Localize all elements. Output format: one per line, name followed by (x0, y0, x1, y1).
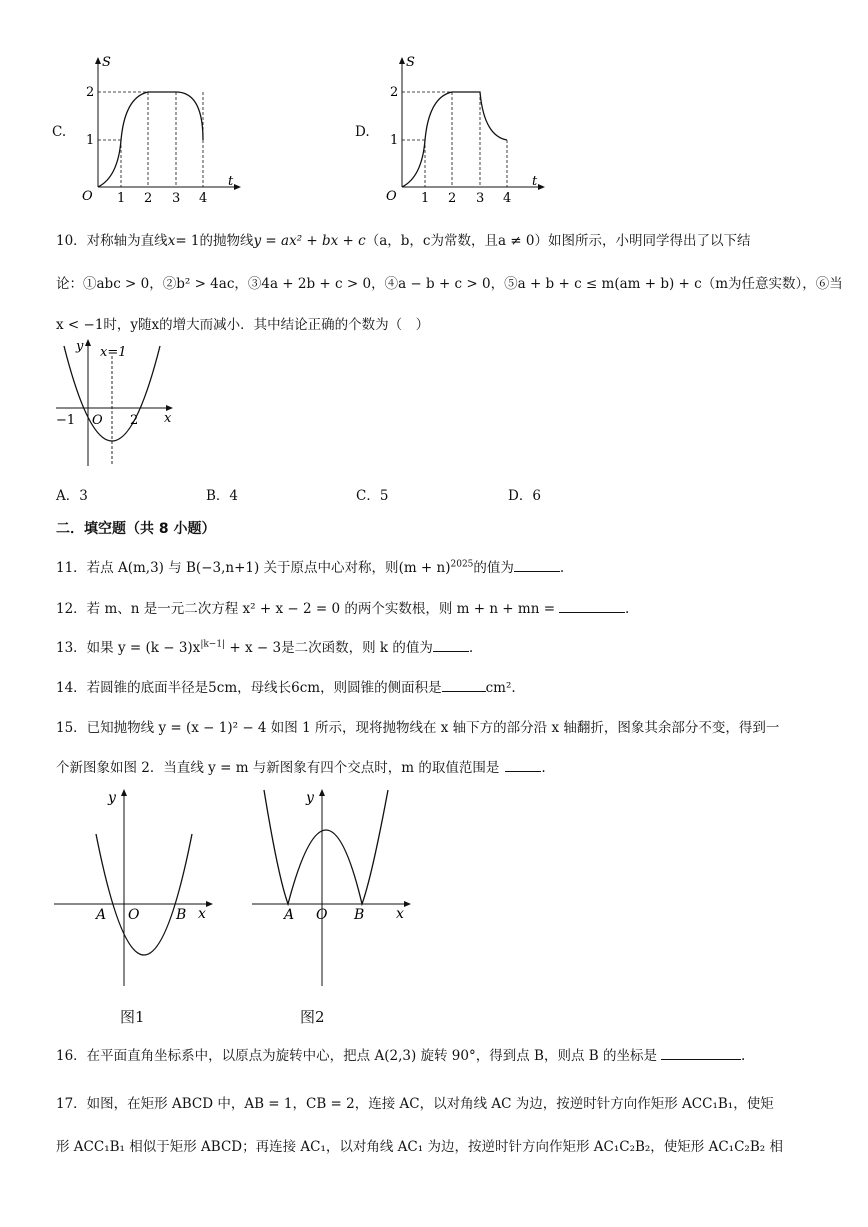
q12 (56, 597, 629, 617)
q13-exp: |k−1| (200, 639, 226, 650)
q11-exp: 2025 (450, 559, 474, 570)
q13 (56, 636, 473, 656)
tick-neg1: −1 (56, 413, 76, 428)
tick-x-1: 1 (117, 191, 126, 202)
q10-prefix: 10．对称轴为直线 (56, 233, 168, 249)
y-label: y (306, 790, 314, 806)
q10-var-x: x (167, 233, 176, 249)
q11-text: 11．若点 A(m,3) 与 B(−3,n+1) 关于原点中心对称，则 (56, 560, 399, 576)
origin: O (386, 189, 397, 202)
q10-condition: （a，b，c为常数，且a ≠ 0）如图所示，小明同学得出了以下结 (365, 233, 751, 249)
q16-post: . (740, 1048, 746, 1064)
section-heading: 二．填空题（共 8 小题） (56, 521, 216, 537)
tick-y-1: 1 (86, 133, 95, 148)
q10-line1 (56, 229, 751, 249)
q16-blank[interactable] (661, 1047, 741, 1060)
tick-x-3: 3 (476, 191, 485, 202)
q15-text: 个新图象如图 2．当直线 y = m 与新图象有四个交点时，m 的取值范围是 (56, 760, 500, 776)
tick-x-2: 2 (448, 191, 457, 202)
q12-post: . (625, 601, 630, 617)
t-label: t (532, 174, 538, 189)
point-b: B (176, 907, 187, 923)
q14-text: 14．若圆锥的底面半径是5cm，母线长6cm，则圆锥的侧面积是 (56, 680, 442, 696)
q15-line2 (56, 756, 546, 776)
t-label: t (228, 174, 234, 189)
s-label: S (102, 55, 111, 70)
figure-2 (250, 786, 420, 986)
origin: O (82, 189, 93, 202)
tick-x-1: 1 (421, 191, 430, 202)
q13-mid: + x − 3是二次函数，则 k 的值为 (225, 640, 433, 656)
q10-graph (52, 336, 182, 471)
point-b: B (354, 907, 365, 923)
figure-1 (52, 786, 222, 986)
q16-text: 16．在平面直角坐标系中，以原点为旋转中心，把点 A(2,3) 旋转 90°，得到点 B，则点 B 的坐标是 (56, 1048, 657, 1064)
option-c[interactable]: C．5 (356, 488, 389, 504)
option-a[interactable]: A．3 (56, 488, 88, 504)
tick-x-3: 3 (172, 191, 181, 202)
x-label: x (164, 411, 172, 426)
q15-line1: 15．已知抛物线 y = (x − 1)² − 4 如图 1 所示，现将抛物线在 x 轴下方的部分沿 x 轴翻折，图象其余部分不变，得到一 (56, 720, 780, 736)
tick-x-2: 2 (144, 191, 153, 202)
point-a: A (284, 907, 295, 923)
q10-line2: 论：①abc > 0，②b² > 4ac，③4a + 2b + c > 0，④a − b + c > 0，⑤a + b + c ≤ m(am + b) + c（m为任意实数），⑥当 (56, 276, 843, 292)
q14 (56, 676, 516, 696)
tick-x-4: 4 (503, 191, 512, 202)
q10-line3: x < −1时，y随x的增大而减小．其中结论正确的个数为（ ） (56, 317, 430, 333)
option-d-label: D. (355, 124, 370, 140)
origin: O (92, 413, 103, 428)
q10-parabola: y = ax² + bx + c (253, 233, 366, 249)
origin: O (128, 907, 140, 923)
y-label: y (108, 790, 116, 806)
q10-axis-text: = 1的抛物线 (175, 233, 254, 249)
q17-line1: 17．如图，在矩形 ABCD 中，AB = 1，CB = 2，连接 AC，以对角线 AC 为边，按逆时针方向作矩形 ACC₁B₁，使矩 (56, 1096, 774, 1112)
option-b[interactable]: B．4 (206, 488, 239, 504)
graph-c (68, 52, 248, 202)
q13-text: 13．如果 y = (k − 3)x (56, 640, 201, 656)
q11-post: 的值为 (473, 560, 514, 576)
q15-post: . (541, 760, 546, 776)
tick-y-2: 2 (390, 85, 399, 100)
y-label: y (76, 339, 84, 354)
q11-expr: (m + n) (398, 560, 451, 576)
option-d[interactable]: D．6 (508, 488, 541, 504)
q11-blank[interactable] (514, 559, 560, 572)
q15-blank[interactable] (505, 759, 541, 772)
figure-2-caption: 图2 (300, 1008, 325, 1026)
tick-x-4: 4 (199, 191, 208, 202)
q14-post: cm². (485, 680, 516, 696)
axis-label: x=1 (100, 345, 127, 360)
x-label: x (396, 906, 404, 922)
graph-d (372, 52, 552, 202)
tick-y-1: 1 (390, 133, 399, 148)
tick-y-2: 2 (86, 85, 95, 100)
origin: O (316, 907, 328, 923)
figure-1-caption: 图1 (120, 1008, 145, 1026)
q11: 11．若点 A(m,3) 与 B(−3,n+1) 关于原点中心对称，则$(m + n)^{2025}$的值为 . (56, 559, 565, 576)
point-a: A (96, 907, 107, 923)
q12-blank[interactable] (559, 600, 625, 613)
q16 (56, 1044, 745, 1064)
q13-post: . (468, 640, 474, 656)
q13-blank[interactable] (433, 639, 469, 652)
option-c-label: C. (52, 124, 67, 140)
x-label: x (198, 906, 206, 922)
q17-line2: 形 ACC₁B₁ 相似于矩形 ABCD；再连接 AC₁，以对角线 AC₁ 为边，按逆时针方向作矩形 AC₁C₂B₂，使矩形 AC₁C₂B₂ 相 (56, 1139, 783, 1155)
q12-text: 12．若 m、n 是一元二次方程 x² + x − 2 = 0 的两个实数根，则 m + n + mn = (56, 601, 556, 617)
q14-blank[interactable] (442, 679, 486, 692)
tick-2: 2 (130, 413, 139, 428)
s-label: S (406, 55, 415, 70)
